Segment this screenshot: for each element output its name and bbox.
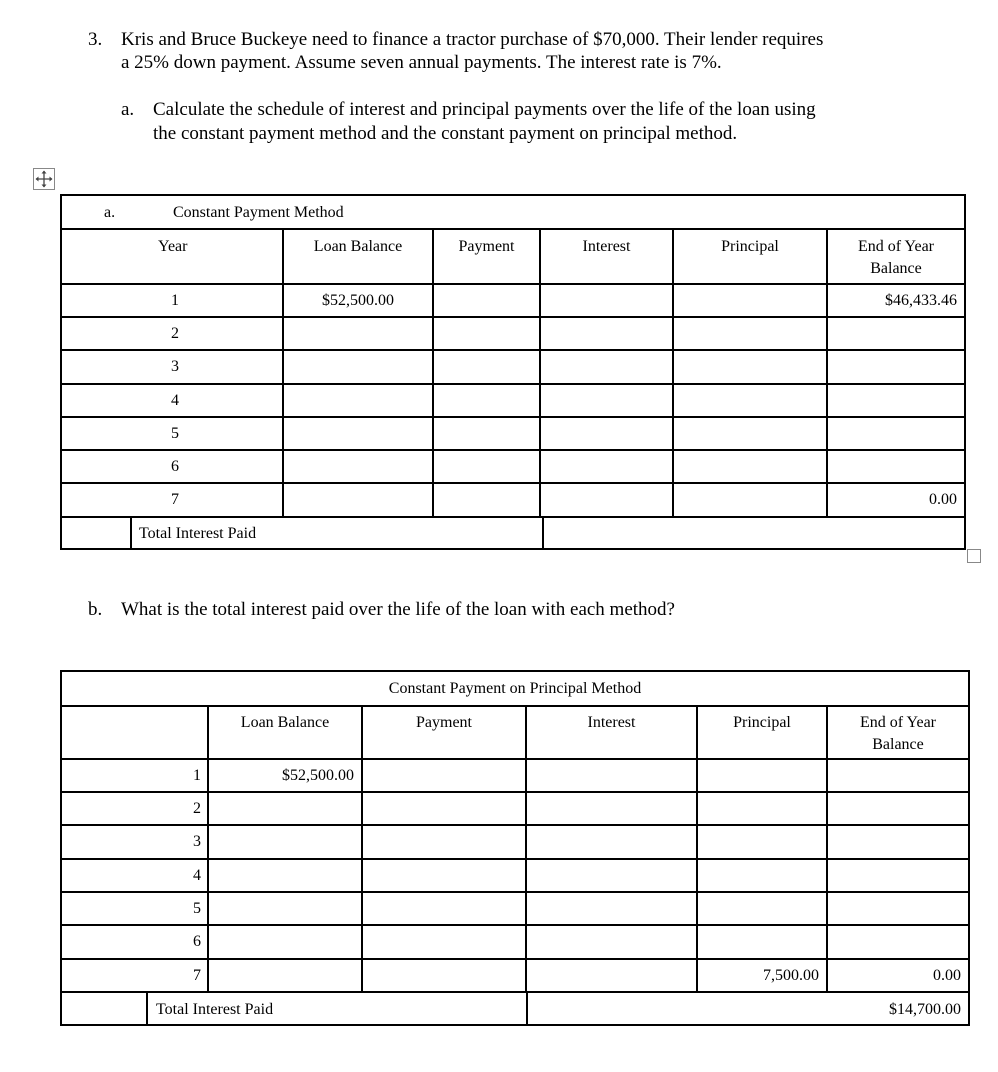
- table2-loan-balance-cell: $52,500.00: [282, 767, 354, 784]
- question-number: 3.: [88, 29, 103, 50]
- table1-header-payment: Payment: [458, 238, 515, 255]
- table1-header-principal: Principal: [721, 238, 779, 255]
- table2-end-balance-cell: 0.00: [933, 967, 961, 984]
- table2-header-interest: Interest: [587, 714, 636, 731]
- table1-loan-balance-cell: $52,500.00: [322, 292, 394, 309]
- table1-end-balance-cell: $46,433.46: [885, 292, 957, 309]
- question-line-1: Kris and Bruce Buckeye need to finance a tractor purchase of $70,000. Their lender requires: [121, 29, 824, 50]
- table1-total-label: Total Interest Paid: [139, 525, 257, 542]
- table2-header-end-of-year: End of Year: [860, 714, 936, 731]
- table2-principal-cell: 7,500.00: [763, 967, 819, 984]
- table2-year-cell: 2: [193, 800, 201, 817]
- table2-title: Constant Payment on Principal Method: [388, 680, 642, 697]
- table1-year-cell: 3: [171, 358, 179, 375]
- table1-header-year: Year: [158, 238, 188, 255]
- table1-label: a.: [104, 204, 116, 221]
- table2-header-payment: Payment: [416, 714, 472, 731]
- table1-title: Constant Payment Method: [173, 204, 344, 221]
- table2-year-cell: 5: [193, 900, 201, 917]
- table2-year-cell: 1: [193, 767, 201, 784]
- table1-header-end-of-year: End of Year: [858, 238, 934, 255]
- table2-year-cell: 7: [193, 967, 201, 984]
- table1-header-interest: Interest: [582, 238, 631, 255]
- table2-total-value: $14,700.00: [889, 1001, 961, 1018]
- table2-year-cell: 6: [193, 933, 201, 950]
- table2-header-balance: Balance: [872, 736, 924, 753]
- part-b-letter: b.: [88, 599, 103, 620]
- table2-year-cell: 3: [193, 833, 201, 850]
- table1-header-loan-balance: Loan Balance: [313, 238, 403, 255]
- part-b-text: What is the total interest paid over the life of the loan with each method?: [121, 599, 675, 620]
- part-a-letter: a.: [121, 99, 135, 120]
- table1-year-cell: 4: [171, 392, 179, 409]
- move-arrows-icon[interactable]: [33, 168, 55, 190]
- table1-year-cell: 1: [171, 292, 179, 309]
- table1-header-balance: Balance: [870, 260, 922, 277]
- table1-year-cell: 7: [171, 491, 179, 508]
- question-line-2: a 25% down payment. Assume seven annual payments. The interest rate is 7%.: [121, 52, 722, 73]
- table1-end-balance-cell: 0.00: [929, 491, 957, 508]
- table1-year-cell: 6: [171, 458, 179, 475]
- move-arrows-glyph: [34, 169, 54, 189]
- part-a-line-2: the constant payment method and the constant payment on principal method.: [153, 123, 738, 144]
- table2-year-cell: 4: [193, 867, 201, 884]
- table2-header-loan-balance: Loan Balance: [240, 714, 330, 731]
- table1-year-cell: 2: [171, 325, 179, 342]
- table1-year-cell: 5: [171, 425, 179, 442]
- resize-handle-icon[interactable]: [967, 549, 981, 563]
- table2-total-label: Total Interest Paid: [156, 1001, 274, 1018]
- table2-header-principal: Principal: [733, 714, 791, 731]
- part-a-line-1: Calculate the schedule of interest and principal payments over the life of the loan using: [153, 99, 816, 120]
